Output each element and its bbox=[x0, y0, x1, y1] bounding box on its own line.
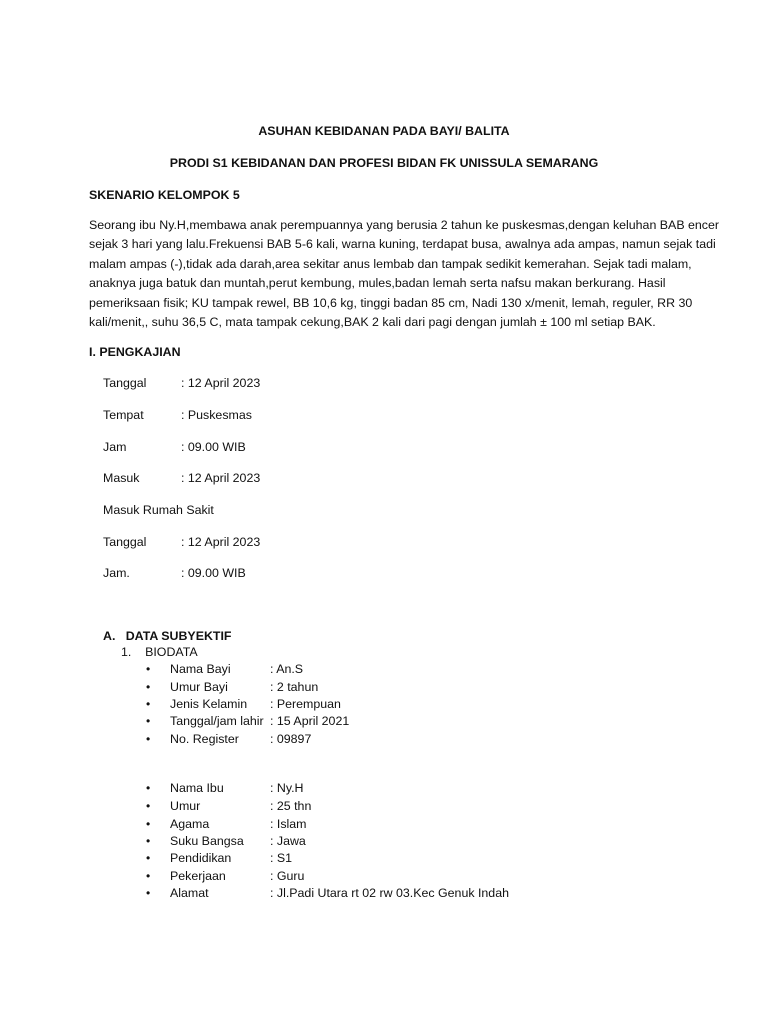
bullet-icon: • bbox=[146, 697, 151, 711]
pengkajian-value: : 12 April 2023 bbox=[181, 535, 261, 549]
pengkajian-value: : Puskesmas bbox=[181, 408, 252, 422]
biodata-value: : An.S bbox=[270, 662, 304, 676]
bullet-icon: • bbox=[146, 799, 151, 813]
scenario-line: kali/menit,, suhu 36,5 C, mata tampak cekung,BAK 2 kali dari pagi dengan jumlah ± 100 ml setiap BAK. bbox=[89, 315, 656, 330]
biodata-label: Jenis Kelamin bbox=[170, 697, 248, 711]
bullet-icon: • bbox=[146, 869, 151, 883]
scenario-line: pemeriksaan fisik; KU tampak rewel, BB 10,6 kg, tinggi badan 85 cm, Nadi 130 x/menit, lemah, reguler, RR 30 bbox=[89, 295, 693, 310]
biodata-value: : Jl.Padi Utara rt 02 rw 03.Kec Genuk Indah bbox=[270, 886, 509, 900]
bullet-icon: • bbox=[146, 886, 151, 900]
section-data-subyektif-heading: A. DATA SUBYEKTIF bbox=[103, 629, 232, 643]
pengkajian-label: Masuk bbox=[103, 471, 140, 485]
biodata-label: Umur bbox=[170, 799, 201, 813]
biodata-heading: 1. BIODATA bbox=[121, 645, 198, 659]
pengkajian-value: : 12 April 2023 bbox=[181, 376, 261, 390]
biodata-value: : Islam bbox=[270, 817, 307, 831]
biodata-label: Nama Bayi bbox=[170, 662, 231, 676]
scenario-paragraph bbox=[89, 216, 720, 332]
biodata-value: : 15 April 2021 bbox=[270, 714, 350, 728]
biodata-label: Pendidikan bbox=[170, 851, 232, 865]
bullet-icon: • bbox=[146, 851, 151, 865]
biodata-value: : Ny.H bbox=[270, 781, 304, 795]
biodata-value: : 2 tahun bbox=[270, 680, 319, 694]
bullet-icon: • bbox=[146, 714, 151, 728]
biodata-label: Pekerjaan bbox=[170, 869, 226, 883]
bullet-icon: • bbox=[146, 680, 151, 694]
biodata-label: Nama Ibu bbox=[170, 781, 224, 795]
biodata-value: : Guru bbox=[270, 869, 305, 883]
scenario-line: Seorang ibu Ny.H,membawa anak perempuannya yang berusia 2 tahun ke puskesmas,dengan keluhan BAB encer bbox=[89, 218, 720, 232]
pengkajian-label: Tanggal bbox=[103, 535, 147, 549]
biodata-label: Umur Bayi bbox=[170, 680, 228, 694]
biodata-label: No. Register bbox=[170, 732, 239, 746]
biodata-value: : 25 thn bbox=[270, 799, 312, 813]
document-subtitle: PRODI S1 KEBIDANAN DAN PROFESI BIDAN FK UNISSULA SEMARANG bbox=[169, 156, 599, 170]
biodata-value: : Perempuan bbox=[270, 697, 341, 711]
bullet-icon: • bbox=[146, 834, 151, 848]
biodata-value: : 09897 bbox=[270, 732, 312, 746]
biodata-value: : Jawa bbox=[270, 834, 306, 848]
pengkajian-label: Jam bbox=[103, 440, 127, 454]
pengkajian-label: Jam. bbox=[103, 566, 130, 580]
biodata-label: Suku Bangsa bbox=[170, 834, 244, 848]
pengkajian-label: Masuk Rumah Sakit bbox=[103, 503, 214, 517]
scenario-line: malam ampas (-),tidak ada darah,area sekitar anus lembab dan tampak sedikit kemerahan. Sejak tadi malam, bbox=[89, 256, 692, 271]
pengkajian-value: : 09.00 WIB bbox=[181, 566, 246, 580]
pengkajian-label: Tanggal bbox=[103, 376, 147, 390]
section-pengkajian-heading: I. PENGKAJIAN bbox=[89, 345, 181, 359]
document-title: ASUHAN KEBIDANAN PADA BAYI/ BALITA bbox=[258, 124, 510, 138]
biodata-value: : S1 bbox=[270, 851, 293, 865]
scenario-heading: SKENARIO KELOMPOK 5 bbox=[89, 188, 240, 202]
bullet-icon: • bbox=[146, 732, 151, 746]
biodata-label: Tanggal/jam lahir bbox=[170, 714, 264, 728]
scenario-line: anaknya juga batuk dan muntah,perut kembung, mules,badan lemah serta nafsu makan berkurang. Hasil bbox=[89, 276, 666, 291]
bullet-icon: • bbox=[146, 662, 151, 676]
pengkajian-value: : 09.00 WIB bbox=[181, 440, 246, 454]
pengkajian-label: Tempat bbox=[103, 408, 144, 422]
pengkajian-value: : 12 April 2023 bbox=[181, 471, 261, 485]
biodata-label: Agama bbox=[170, 817, 210, 831]
biodata-label: Alamat bbox=[170, 886, 209, 900]
bullet-icon: • bbox=[146, 817, 151, 831]
bullet-icon: • bbox=[146, 781, 151, 795]
scenario-line: sejak 3 hari yang lalu.Frekuensi BAB 5-6 kali, warna kuning, terdapat busa, awalnya ada ampas, namun sejak tadi bbox=[89, 237, 716, 252]
